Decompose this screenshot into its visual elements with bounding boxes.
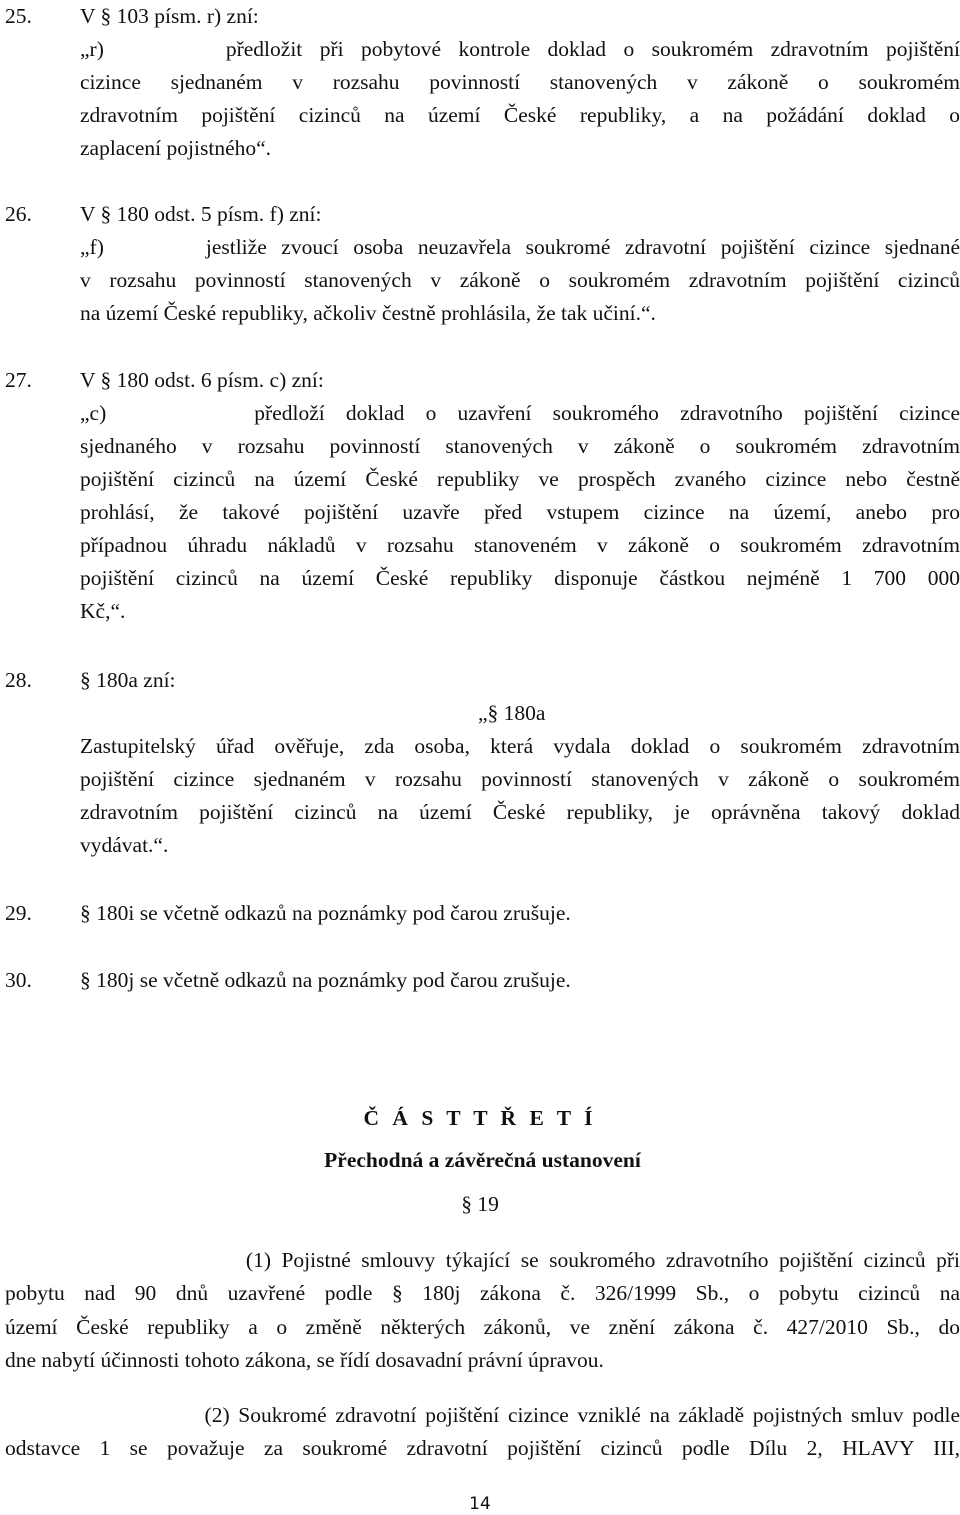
quote-line: „f) jestliže zvoucí osoba neuzavřela soukromé zdravotní pojištění cizince sjednané <box>80 235 960 259</box>
quote-line: případnou úhradu nákladů v rozsahu stanoveném v zákoně o soukromém zdravotním <box>80 533 960 557</box>
item-intro: § 180i se včetně odkazů na poznámky pod čarou zrušuje. <box>80 901 571 925</box>
part-subtitle: Přechodná a závěrečná ustanovení <box>324 1148 641 1172</box>
quote-line: cizince sjednaném v rozsahu povinností stanovených v zákoně o soukromém <box>80 70 960 94</box>
quote-line: vydávat.“. <box>80 833 169 857</box>
quote-line: sjednaného v rozsahu povinností stanovených v zákoně o soukromém zdravotním <box>80 434 960 458</box>
quote-line: zdravotním pojištění cizinců na území České republiky, a na požádání doklad o <box>80 103 960 127</box>
item-number: 25. <box>5 4 32 28</box>
item-intro: V § 103 písm. r) zní: <box>80 4 259 28</box>
section-heading: „§ 180a <box>478 701 546 725</box>
quote-line: v rozsahu povinností stanovených v zákoně o soukromém zdravotním pojištění cizinců <box>80 268 960 292</box>
item-number: 26. <box>5 202 32 226</box>
item-number: 28. <box>5 668 32 692</box>
item-number: 27. <box>5 368 32 392</box>
section-number: § 19 <box>461 1192 499 1216</box>
quote-line: zdravotním pojištění cizinců na území České republiky, je oprávněna takový doklad <box>80 800 960 824</box>
quote-line: „r) předložit při pobytové kontrole doklad o soukromém zdravotním pojištění <box>80 37 960 61</box>
quote-line: „c) předloží doklad o uzavření soukromého zdravotního pojištění cizince <box>80 401 960 425</box>
part-title: Č Á S T T Ř E T Í <box>363 1106 597 1130</box>
paragraph-line: odstavce 1 se považuje za soukromé zdravotní pojištění cizinců podle Dílu 2, HLAVY III, <box>5 1436 960 1460</box>
item-intro: § 180a zní: <box>80 668 176 692</box>
paragraph-line: (1) Pojistné smlouvy týkající se soukromého zdravotního pojištění cizinců při <box>5 1248 960 1272</box>
item-number: 29. <box>5 901 32 925</box>
quote-line: Zastupitelský úřad ověřuje, zda osoba, která vydala doklad o soukromém zdravotním <box>80 734 960 758</box>
page-number: 14 <box>469 1494 491 1514</box>
item-intro: § 180j se včetně odkazů na poznámky pod čarou zrušuje. <box>80 968 571 992</box>
item-number: 30. <box>5 968 32 992</box>
quote-line: zaplacení pojistného“. <box>80 136 272 160</box>
quote-line: pojištění cizinců na území České republiky disponuje částkou nejméně 1 700 000 <box>80 566 960 590</box>
quote-line: Kč,“. <box>80 599 126 623</box>
paragraph-line: území České republiky a o změně některých zákonů, ve znění zákona č. 427/2010 Sb., do <box>5 1315 960 1339</box>
quote-line: pojištění cizince sjednaném v rozsahu povinností stanovených v zákoně o soukromém <box>80 767 960 791</box>
item-intro: V § 180 odst. 5 písm. f) zní: <box>80 202 322 226</box>
quote-line: na území České republiky, ačkoliv čestně prohlásila, že tak učiní.“. <box>80 301 656 325</box>
paragraph-line: pobytu nad 90 dnů uzavřené podle § 180j zákona č. 326/1999 Sb., o pobytu cizinců na <box>5 1281 960 1305</box>
paragraph-line: (2) Soukromé zdravotní pojištění cizince vzniklé na základě pojistných smluv podle <box>5 1403 960 1427</box>
item-intro: V § 180 odst. 6 písm. c) zní: <box>80 368 324 392</box>
quote-line: prohlásí, že takové pojištění uzavře před vstupem cizince na území, anebo pro <box>80 500 960 524</box>
paragraph-line: dne nabytí účinnosti tohoto zákona, se řídí dosavadní právní úpravou. <box>5 1348 604 1372</box>
quote-line: pojištění cizinců na území České republiky ve prospěch zvaného cizince nebo čestně <box>80 467 960 491</box>
